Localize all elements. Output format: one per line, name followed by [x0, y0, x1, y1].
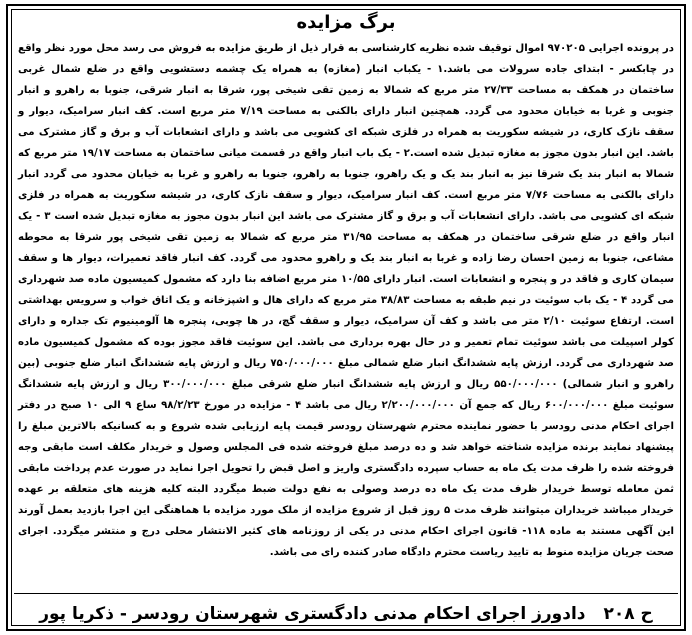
footer-signature: دادورز اجرای احکام مدنی دادگستری شهرستان رودسر - ذکریا پور — [39, 604, 586, 624]
notice-title: برگ مزایده — [296, 12, 396, 33]
footer — [0, 602, 692, 626]
notice-body: در پرونده اجرایی ۹۷۰۲۰۵ اموال توقیف شده نظریه کارشناسی به قرار ذیل از طریق مزایده به فروش می رسد محل مورد نظر واقع در چابکسر - ابتدای جاده سرولات می باشد.۱ - یکباب انبار (مغازه) به همراه یک چشمه دستشویی واقع در ضلع شمال غربی ساختمان در همکف به مساحت ۲۷/۳۳ متر مربع که شمالا به زمین تقی شیخی پور، شرقا به انبار شرقی، جنوبا به راهرو و انبار جنوبی و غربا به خیابان محدود می گردد. همچنین انبار دارای بالکنی به مساحت ۷/۱۹ متر مربع است. کف انبار سرامیک، دیوار و سقف نازک کاری، در شیشه سکوریت به همراه در فلزی شبکه ای کشویی می باشد و دارای انشعابات آب و برق و گاز مشترک می باشد. این انبار بدون مجوز به مغازه تبدیل شده است.۲ - یک باب انبار واقع در قسمت میانی ساختمان به مساحت ۱۹/۱۷ متر مربع که شمالا به انبار بند یک شرقا نیز به انبار بند یک و یک راهرو، جنوبا به راهرو، جنوبا به راهرو و غربا به خیابان محدود می گردد انبار دارای بالکنی به مساحت ۷/۷۶ متر مربع است. کف انبار سرامیک، دیوار و سقف نازک کاری، در شیشه سکوریت به همراه در فلزی شبکه ای کشویی می باشد. دارای انشعابات آب و برق و گاز مشترک می باشد این انبار بدون مجوز به مغازه تبدیل شده است ۳ - یک انبار واقع در ضلع شرقی ساختمان در همکف به مساحت ۳۱/۹۵ متر مربع که شمالا به زمین تقی شیخی پور شرقا به محوطه مشاعی، جنوبا به زمین احسان رضا زاده و غربا به انبار بند یک و راهرو محدود می گردد. کف انبار فاقد تعمیرات، دیوار ها و سقف سیمان کاری و فاقد در و پنجره و انشعابات است. انبار دارای ۱۰/۵۵ متر مربع اضافه بنا دارد که مشمول کمیسیون ماده صد شهرداری می گردد ۴ - یک باب سوئیت در نیم طبقه به مساحت ۳۸/۸۳ متر مربع که دارای هال و اشپزخانه و یک اتاق خواب و سرویس بهداشتی است. ارتفاع سوئیت ۲/۱۰ متر می باشد و کف آن سرامیک، دیوار و سقف گچ، در ها چوبی، پنجره ها آلومینیوم تک جداره و دارای کولر اسپیلت می باشد سوئیت تمام تعمیر و در حال بهره برداری می باشد. این سوئیت فاقد مجوز بوده که مشمول کمیسیون ماده صد شهرداری می گردد. ارزش پایه ششدانگ انبار ضلع شمالی مبلغ ۷۵۰/۰۰۰/۰۰۰ ریال و ارزش پایه ششدانگ انبار ضلع جنوبی (بین راهرو و انبار شمالی) ۵۵۰/۰۰۰/۰۰۰ ریال و ارزش پایه ششدانگ انبار ضلع شرقی مبلغ ۳۰۰/۰۰۰/۰۰۰ ریال و ارزش پایه ششدانگ سوئیت مبلغ ۶۰۰/۰۰۰/۰۰۰ ریال که جمع آن ۲/۲۰۰/۰۰۰/۰۰۰ ریال می باشد ۴ - مزایده در مورخ ۹۸/۲/۲۳ ساع ۹ الی ۱۰ صبح در دفتر اجرای احکام مدنی رودسر با حضور نماینده محترم شهرستان رودسر قیمت پایه ارزیابی شده شروع و به کسانیکه بالاترین مبلغ را پیشنهاد نمایند برنده مزایده شناخته خواهد شد و ده درصد مبلغ فروخته شده فی المجلس وصول و خریدار مکلف است مابقی وجه فروخته شده را ظرف مدت یک ماه به حساب سپرده دادگستری واریز و اصل قبض را تحویل اجرا نماید در صورت عدم پرداخت مابقی ثمن معامله توسط خریدار ظرف مدت یک ماه ده درصد وصولی به نفع دولت ضبط میگردد البته کلیه هزینه های متعلقه بر عهده خریدار میباشد خریداران میتوانند ظرف مدت ۵ روز قبل از شروع مزایده از ملک مورد مزایده با هماهنگی این اجرا بازدید بعمل آورند این آگهی مستند به ماده ۱۱۸- قانون اجرای احکام مدنی در یکی از روزنامه های کثیر الانتشار محلی درج و منتشر میگردد. اجرای صحت جریان مزایده منوط به تایید ریاست محترم دادگاه صادر کننده رای می باشد. — [18, 43, 675, 558]
footer-divider — [14, 593, 678, 594]
footer-code: ح ۲۰۸ — [603, 604, 653, 624]
